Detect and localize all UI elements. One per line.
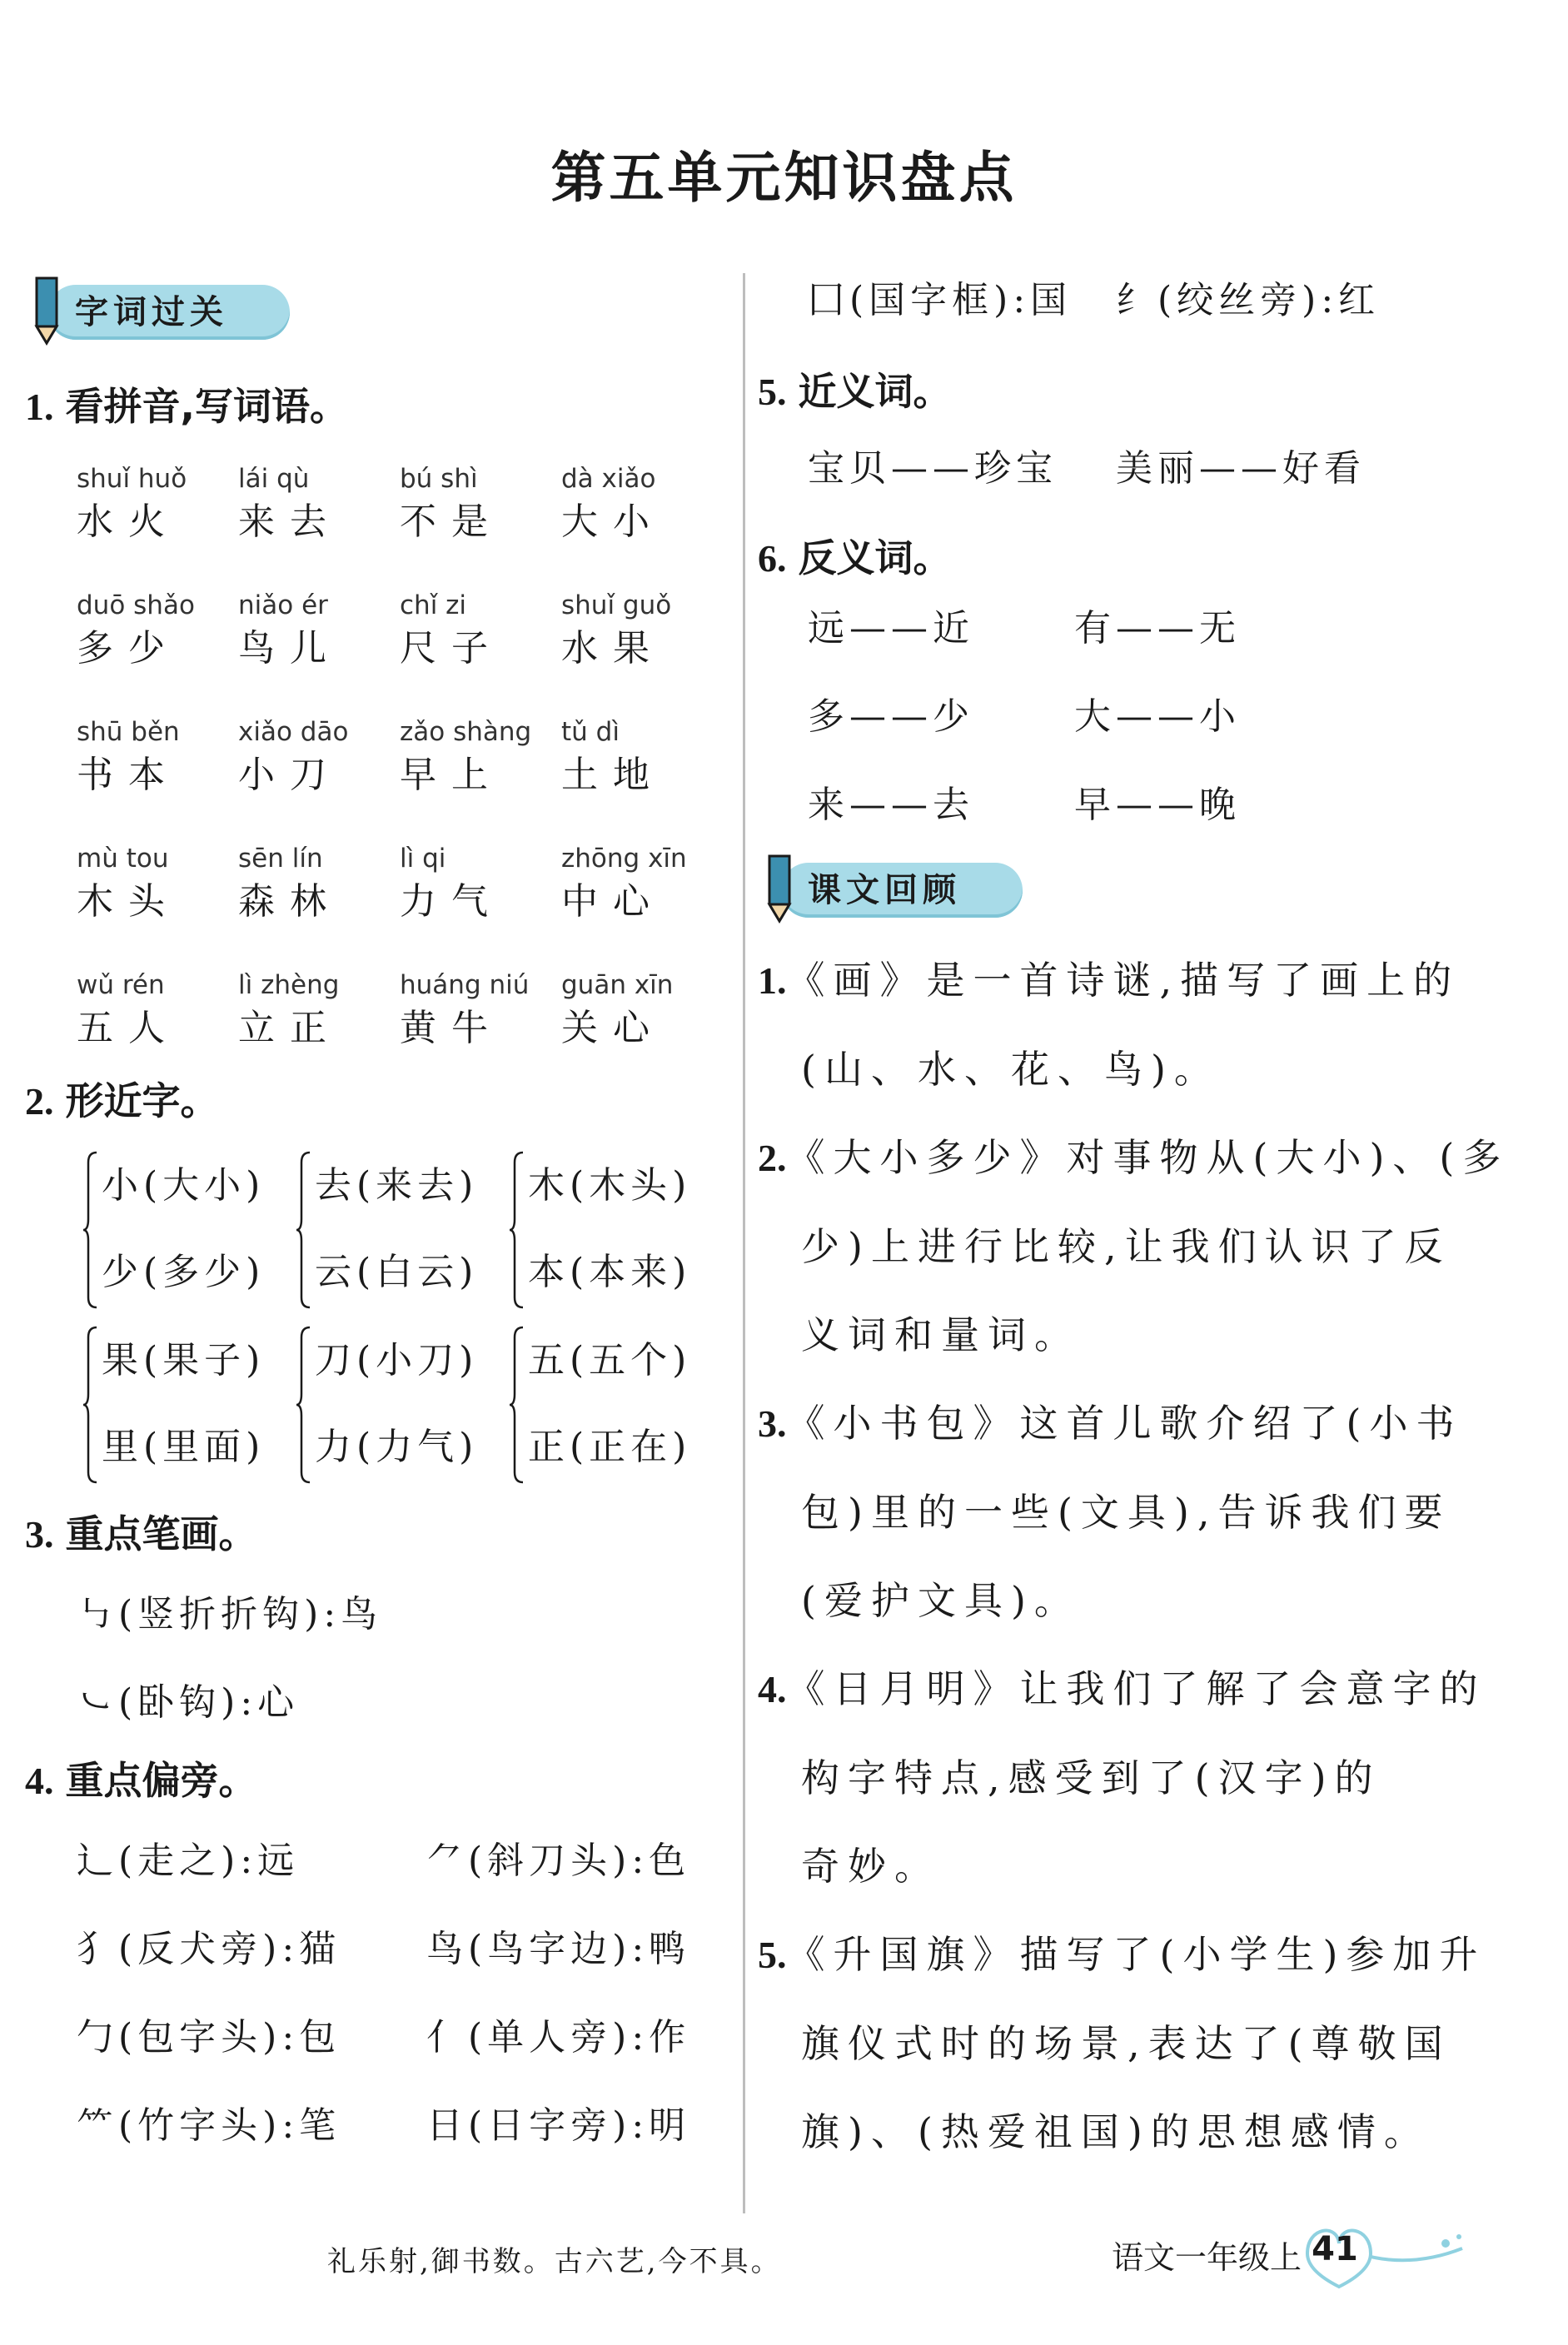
pinyin-row bbox=[77, 841, 724, 928]
hanzi-text: 关心 bbox=[561, 1007, 665, 1049]
pinyin-text: tǔ dì bbox=[561, 717, 620, 747]
synonym-item: 宝贝——珍宝 bbox=[808, 447, 1058, 490]
pinyin-cell bbox=[561, 968, 723, 1054]
page-number: 41 bbox=[1312, 2230, 1358, 2268]
review-number: 3. bbox=[758, 1402, 787, 1445]
review-line bbox=[758, 1379, 1549, 1468]
pinyin-cell bbox=[77, 588, 238, 675]
similar-char-b: 正(正在) bbox=[528, 1426, 692, 1468]
antonym-row bbox=[808, 603, 1549, 655]
pinyin-cell bbox=[77, 968, 238, 1054]
hanzi-text: 小刀 bbox=[238, 754, 341, 796]
pinyin-cell bbox=[561, 461, 723, 548]
section-heading-6: 6. 反义词。 bbox=[758, 535, 952, 580]
review-number: 4. bbox=[758, 1668, 787, 1710]
pinyin-text: sēn lín bbox=[238, 844, 323, 874]
pinyin-row bbox=[77, 461, 724, 548]
pinyin-text: shuǐ huǒ bbox=[77, 464, 187, 494]
similar-char-a: 刀(小刀) bbox=[315, 1339, 479, 1382]
review-text: 《日月明》让我们了解了会意字的 bbox=[786, 1666, 1486, 1711]
review-item bbox=[758, 936, 1549, 1113]
hanzi-text: 不是 bbox=[400, 500, 503, 543]
similar-char-a: 五(五个) bbox=[528, 1339, 692, 1382]
review-line: 少)上进行比较,让我们认识了反 bbox=[801, 1224, 1451, 1269]
radical-row bbox=[77, 2100, 724, 2152]
banner-label: 课文回顾 bbox=[808, 871, 961, 909]
hanzi-text: 鸟儿 bbox=[238, 627, 341, 670]
pinyin-text: duō shǎo bbox=[77, 590, 195, 620]
review-number: 1. bbox=[758, 959, 787, 1002]
stroke-item: ㇉(竖折折钩):鸟 bbox=[77, 1593, 383, 1636]
antonym-item: 来——去 bbox=[808, 784, 974, 826]
pinyin-text: lì qi bbox=[400, 844, 446, 874]
antonym-row bbox=[808, 779, 1549, 831]
radical-item: 鸟(鸟字边):鸭 bbox=[426, 1928, 691, 1970]
similar-char-b: 少(多少) bbox=[102, 1251, 266, 1293]
pinyin-row bbox=[77, 588, 724, 675]
similar-pair bbox=[510, 1143, 723, 1317]
radical-item: 日(日字旁):明 bbox=[426, 2104, 691, 2147]
pinyin-cell bbox=[561, 588, 723, 675]
radical-item: ⺮(竹字头):笔 bbox=[77, 2104, 341, 2147]
brace-icon bbox=[83, 1151, 98, 1309]
section-banner-review bbox=[758, 853, 1024, 926]
review-line bbox=[758, 1910, 1549, 1999]
section-banner-words bbox=[25, 275, 291, 348]
review-line: 构字特点,感受到了(汉字)的 bbox=[801, 1755, 1381, 1800]
brace-icon bbox=[83, 1326, 98, 1484]
pinyin-cell bbox=[400, 461, 561, 548]
pinyin-text: xiǎo dāo bbox=[238, 717, 349, 747]
brace-icon bbox=[510, 1151, 525, 1309]
hanzi-text: 中心 bbox=[561, 880, 665, 923]
footer-grade: 语文一年级上 bbox=[1112, 2239, 1302, 2276]
similar-pair bbox=[296, 1317, 510, 1492]
antonyms-list bbox=[758, 603, 1549, 831]
hanzi-text: 立正 bbox=[238, 1007, 341, 1049]
similar-pair bbox=[296, 1143, 510, 1317]
radical-row bbox=[77, 2012, 724, 2064]
review-line: (山、水、花、鸟)。 bbox=[801, 1047, 1221, 1092]
section-heading-4: 4. 重点偏旁。 bbox=[25, 1758, 257, 1803]
footer-motto: 礼乐射,御书数。古六艺,今不具。 bbox=[327, 2245, 782, 2278]
pinyin-cell bbox=[238, 714, 400, 801]
pinyin-row bbox=[77, 714, 724, 801]
similar-char-b: 云(白云) bbox=[315, 1251, 479, 1293]
pinyin-cell bbox=[77, 714, 238, 801]
pencil-icon bbox=[758, 853, 799, 924]
review-text: 《画》是一首诗谜,描写了画上的 bbox=[786, 958, 1461, 1003]
review-number: 2. bbox=[758, 1137, 787, 1179]
similar-char-a: 木(木头) bbox=[528, 1164, 692, 1207]
pinyin-text: zhōng xīn bbox=[561, 844, 687, 874]
pinyin-text: lì zhèng bbox=[238, 970, 340, 1000]
similar-char-a: 去(来去) bbox=[315, 1164, 479, 1207]
brace-icon bbox=[296, 1151, 311, 1309]
similar-characters bbox=[25, 1143, 724, 1492]
pinyin-cell bbox=[561, 714, 723, 801]
review-number: 5. bbox=[758, 1934, 787, 1976]
antonym-item: 有——无 bbox=[1074, 607, 1241, 650]
antonym-item: 大——小 bbox=[1074, 695, 1241, 738]
hanzi-text: 力气 bbox=[400, 880, 503, 923]
review-item bbox=[758, 1113, 1549, 1379]
page-title: 第五单元知识盘点 bbox=[550, 145, 1018, 210]
pinyin-text: zǎo shàng bbox=[400, 717, 532, 747]
pinyin-grid bbox=[25, 461, 724, 1054]
similar-char-a: 小(大小) bbox=[102, 1164, 266, 1207]
similar-char-b: 力(力气) bbox=[315, 1426, 479, 1468]
section-heading-3: 3. 重点笔画。 bbox=[25, 1511, 257, 1556]
radical-item: 勹(包字头):包 bbox=[77, 2016, 341, 2059]
antonym-row bbox=[808, 691, 1549, 743]
similar-char-b: 里(里面) bbox=[102, 1426, 266, 1468]
pinyin-text: mù tou bbox=[77, 844, 169, 874]
antonym-item: 多——少 bbox=[808, 695, 974, 738]
pinyin-cell bbox=[77, 841, 238, 928]
pencil-icon bbox=[25, 275, 67, 346]
pinyin-cell bbox=[238, 588, 400, 675]
section-heading-5: 5. 近义词。 bbox=[758, 369, 952, 414]
radicals-list bbox=[25, 1835, 724, 2152]
review-item bbox=[758, 1645, 1549, 1910]
similar-pair bbox=[83, 1317, 296, 1492]
hanzi-text: 木头 bbox=[77, 880, 180, 923]
review-text: 《升国旗》描写了(小学生)参加升 bbox=[786, 1932, 1486, 1977]
review-line: 旗)、(热爱祖国)的思想感情。 bbox=[801, 2109, 1431, 2154]
hanzi-text: 多少 bbox=[77, 627, 180, 670]
hanzi-text: 大小 bbox=[561, 500, 665, 543]
hanzi-text: 书本 bbox=[77, 754, 180, 796]
synonym-item: 美丽——好看 bbox=[1116, 447, 1366, 490]
similar-pair bbox=[510, 1317, 723, 1492]
review-list bbox=[758, 936, 1549, 2176]
hanzi-text: 尺子 bbox=[400, 627, 503, 670]
pinyin-row bbox=[77, 968, 724, 1054]
similar-group bbox=[83, 1317, 724, 1492]
review-line bbox=[758, 1645, 1549, 1734]
column-divider bbox=[743, 273, 745, 2213]
radical-item: 纟(绞丝旁):红 bbox=[1116, 279, 1381, 321]
pinyin-cell bbox=[561, 841, 723, 928]
review-line: 奇妙。 bbox=[801, 1844, 941, 1889]
stroke-item: ㇃(卧钩):心 bbox=[77, 1681, 300, 1724]
pinyin-text: niǎo ér bbox=[238, 590, 328, 620]
review-text: 《小书包》这首儿歌介绍了(小书 bbox=[786, 1401, 1463, 1446]
left-column bbox=[25, 275, 724, 2152]
radical-row bbox=[77, 1835, 724, 1887]
hanzi-text: 土地 bbox=[561, 754, 665, 796]
review-item bbox=[758, 1379, 1549, 1645]
pinyin-cell bbox=[400, 714, 561, 801]
pinyin-cell bbox=[238, 841, 400, 928]
pinyin-text: wǔ rén bbox=[77, 970, 165, 1000]
review-line: 包)里的一些(文具),告诉我们要 bbox=[801, 1490, 1451, 1535]
similar-pair bbox=[83, 1143, 296, 1317]
radical-item: 囗(国字框):国 bbox=[808, 279, 1073, 321]
hanzi-text: 来去 bbox=[238, 500, 341, 543]
pinyin-text: guān xīn bbox=[561, 970, 674, 1000]
review-line bbox=[758, 936, 1549, 1025]
hanzi-text: 水果 bbox=[561, 627, 665, 670]
radical-item: 犭(反犬旁):猫 bbox=[77, 1928, 341, 1970]
section-heading-1: 1. 看拼音,写词语。 bbox=[25, 384, 348, 429]
pinyin-text: chǐ zi bbox=[400, 590, 467, 620]
radical-item: 亻(单人旁):作 bbox=[426, 2016, 691, 2059]
pinyin-cell bbox=[238, 461, 400, 548]
antonym-item: 远——近 bbox=[808, 607, 974, 650]
review-line: 旗仪式时的场景,表达了(尊敬国 bbox=[801, 2021, 1451, 2066]
pinyin-text: shuǐ guǒ bbox=[561, 590, 672, 620]
similar-char-a: 果(果子) bbox=[102, 1339, 266, 1382]
pinyin-cell bbox=[400, 968, 561, 1054]
pinyin-cell bbox=[77, 461, 238, 548]
brace-icon bbox=[296, 1326, 311, 1484]
right-column bbox=[758, 275, 1549, 2176]
similar-char-b: 本(本来) bbox=[528, 1251, 692, 1293]
brace-icon bbox=[510, 1326, 525, 1484]
review-item bbox=[758, 1910, 1549, 2176]
hanzi-text: 森林 bbox=[238, 880, 341, 923]
similar-group bbox=[83, 1143, 724, 1317]
review-line: (爱护文具)。 bbox=[801, 1578, 1081, 1623]
pinyin-text: huáng niú bbox=[400, 970, 530, 1000]
radical-row bbox=[77, 1924, 724, 1975]
review-line: 义词和量词。 bbox=[801, 1312, 1081, 1357]
hanzi-text: 黄牛 bbox=[400, 1007, 503, 1049]
banner-label: 字词过关 bbox=[75, 293, 228, 331]
pinyin-text: bú shì bbox=[400, 464, 478, 494]
radical-item: 辶(走之):远 bbox=[77, 1840, 300, 1882]
hanzi-text: 水火 bbox=[77, 500, 180, 543]
hanzi-text: 五人 bbox=[77, 1007, 180, 1049]
pinyin-text: lái qù bbox=[238, 464, 310, 494]
review-line bbox=[758, 1113, 1549, 1202]
section-heading-2: 2. 形近字。 bbox=[25, 1078, 219, 1123]
hanzi-text: 早上 bbox=[400, 754, 503, 796]
pinyin-cell bbox=[400, 841, 561, 928]
pinyin-text: dà xiǎo bbox=[561, 464, 656, 494]
radical-item: ⺈(斜刀头):色 bbox=[426, 1840, 691, 1882]
antonym-item: 早——晚 bbox=[1074, 784, 1241, 826]
pinyin-cell bbox=[238, 968, 400, 1054]
pinyin-cell bbox=[400, 588, 561, 675]
pinyin-text: shū běn bbox=[77, 717, 180, 747]
review-text: 《大小多少》对事物从(大小)、(多 bbox=[786, 1135, 1510, 1180]
